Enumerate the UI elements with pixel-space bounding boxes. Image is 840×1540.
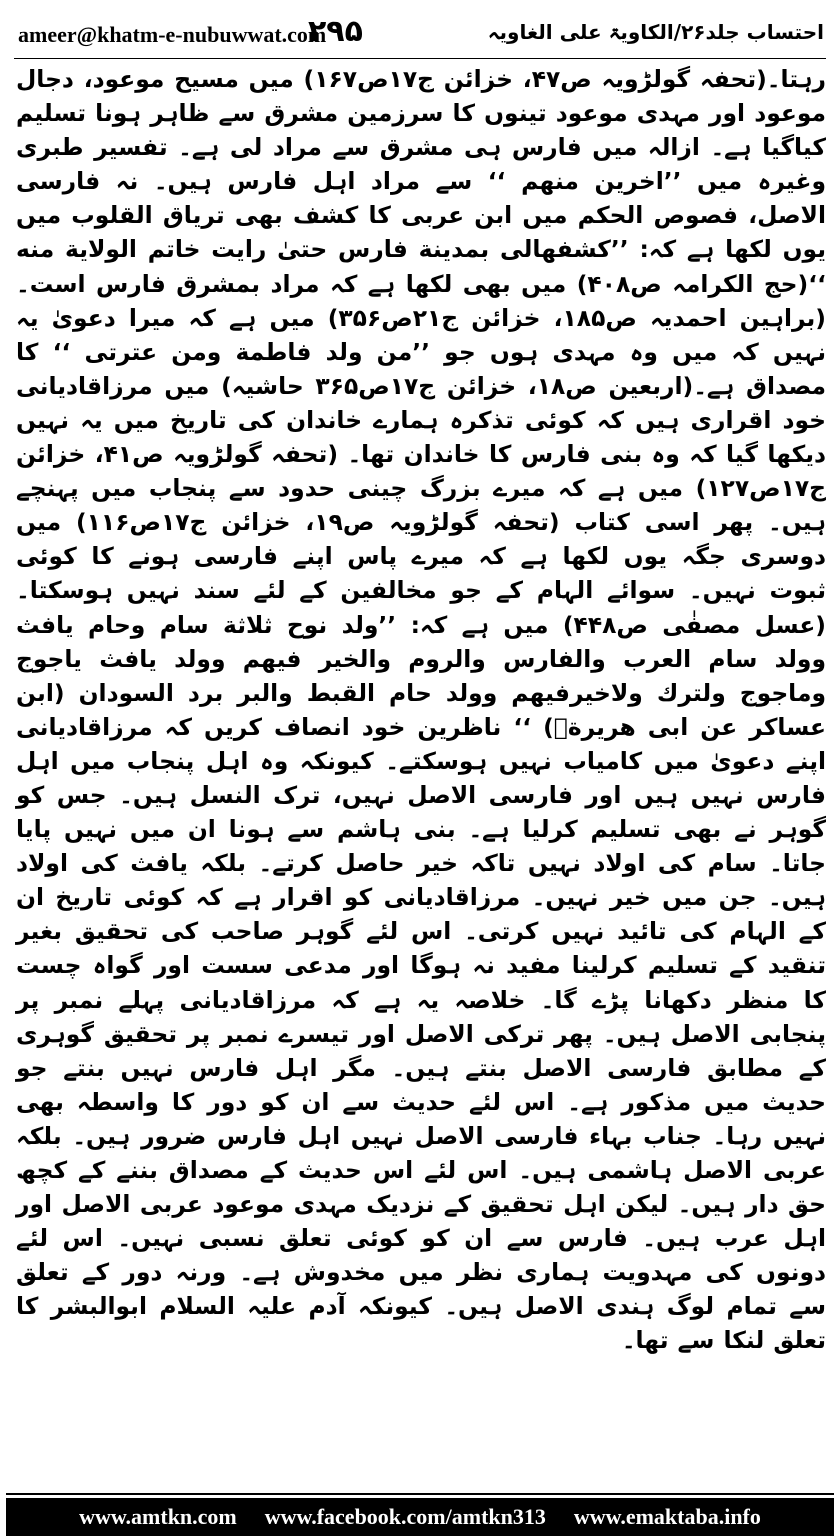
page-number: ۲۹۵ xyxy=(308,14,363,49)
footer-link-emaktaba[interactable]: www.emaktaba.info xyxy=(573,1504,761,1529)
book-title: احتساب جلد۲۶/الکاویۃ علی الغاویہ xyxy=(487,20,824,44)
header-divider xyxy=(14,58,826,59)
footer-bar xyxy=(6,1498,834,1536)
body-paragraph: رہتا۔(تحفہ گولڑویہ ص۴۷، خزائن ج۱۷ص۱۶۷) میں مسیح موعود، دجال موعود اور مہدی موعود تینوں کا سرزمین مشرق سے ظاہر ہونا تسلیم کیاگیا ہے۔ ازالہ میں فارس ہی مشرق سے مراد لی ہے۔ تفسیر طبری وغیرہ میں ’’اخرین منهم ‘‘ سے مراد اہل فارس ہیں۔ نہ فارسی الاصل، فصوص الحکم میں ابن عربی کا کشف بھی تریاق القلوب میں یوں لکھا ہے کہ: ’’کشفهالی بمدینة فارس حتیٰ رایت خاتم الولایة منه ‘‘(حج الکرامہ ص۴۰۸) میں بھی لکھا ہے کہ مراد بمشرق فارس است۔ (براہین احمدیہ ص۱۸۵، خزائن ج۲۱ص۳۵۶) میں ہے کہ میرا دعویٰ یہ نہیں کہ میں وہ مہدی ہوں جو ’’من ولد فاطمة ومن عترتی ‘‘ کا مصداق ہے۔(اربعین ص۱۸، خزائن ج۱۷ص۳۶۵ حاشیہ) میں مرزاقادیانی خود اقراری ہیں کہ کوئی تذکرہ ہمارے خاندان کی تاریخ میں یہ نہیں دیکھا گیا کہ وہ بنی فارس کا خاندان تھا۔ (تحفہ گولڑویہ ص۴۱، خزائن ج۱۷ص۱۲۷) میں ہے کہ میرے بزرگ چینی حدود سے پنجاب میں پہنچے ہیں۔ پھر اسی کتاب (تحفہ گولڑویہ ص۱۹، خزائن ج۱۷ص۱۱۶) میں دوسری جگہ یوں لکھا ہے کہ میرے پاس اپنے فارسی ہونے کا کوئی ثبوت نہیں۔ سوائے الہام کے جو مخالفین کے لئے سند نہیں ہوسکتا۔(عسل مصفٰی ص۴۴۸) میں ہے کہ: ’’ولد نوح ثلاثة سام وحام یافث وولد سام العرب والفارس والروم والخیر فیهم وولد یافث یاجوج وماجوج ولترك ولاخیرفیهم وولد حام القبط والبر برد السودان (ابن عساکر عن ابی هریرةؓ) ‘‘ ناظرین خود انصاف کریں کہ مرزاقادیانی اپنے دعویٰ میں کامیاب نہیں ہوسکتے۔ کیونکہ وہ اہل پنجاب میں اہل فارس نہیں ہیں اور فارسی الاصل نہیں، ترک النسل ہیں۔ جس کو گوہر نے بھی تسلیم کرلیا ہے۔ بنی ہاشم سے ہونا ان میں نہیں پایا جاتا۔ سام کی اولاد نہیں تاکہ خیر حاصل کرتے۔ بلکہ یافث کی اولاد ہیں۔ جن میں خیر نہیں۔ مرزاقادیانی کو اقرار ہے کہ کوئی تاریخ ان کے الہام کی تائید نہیں کرتی۔ اس لئے گوہر صاحب کی تحقیق بغیر تنقید کے تسلیم کرلینا مفید نہ ہوگا اور مدعی سست اور گواہ چست کا منظر دکھانا پڑے گا۔ خلاصہ یہ ہے کہ مرزاقادیانی پہلے نمبر پر پنجابی الاصل ہیں۔ پھر ترکی الاصل اور تیسرے نمبر پر تحقیق گوہری کے مطابق فارسی الاصل بنتے ہیں۔ مگر اہل فارس نہیں بنتے جو حدیث میں مذکور ہے۔ اس لئے حدیث سے ان کو دور کا واسطہ بھی نہیں رہا۔ جناب بہاء فارسی الاصل نہیں اہل فارس ضرور ہیں۔ بلکہ عربی الاصل ہاشمی ہیں۔ اس لئے اس حدیث کے مصداق بننے کے کچھ حق دار ہیں۔ لیکن اہل تحقیق کے نزدیک مہدی موعود عربی الاصل اور اہل عرب ہیں۔ فارس سے ان کو کوئی تعلق نسبی نہیں۔ اس لئے دونوں کی مہدویت ہماری نظر میں مخدوش ہے۔ ورنہ دور کے تعلق سے تمام لوگ ہندی الاصل ہیں۔ کیونکہ آدم علیہ السلام ابوالبشر کا تعلق لنکا سے تھا۔ xyxy=(16,65,827,1355)
page-header xyxy=(18,14,824,54)
footer-divider xyxy=(6,1493,834,1495)
header-email: ameer@khatm-e-nubuwwat.com xyxy=(18,22,327,47)
footer-link-amtkn[interactable]: www.amtkn.com xyxy=(79,1504,237,1529)
footer-link-facebook[interactable]: www.facebook.com/amtkn313 xyxy=(264,1504,546,1529)
